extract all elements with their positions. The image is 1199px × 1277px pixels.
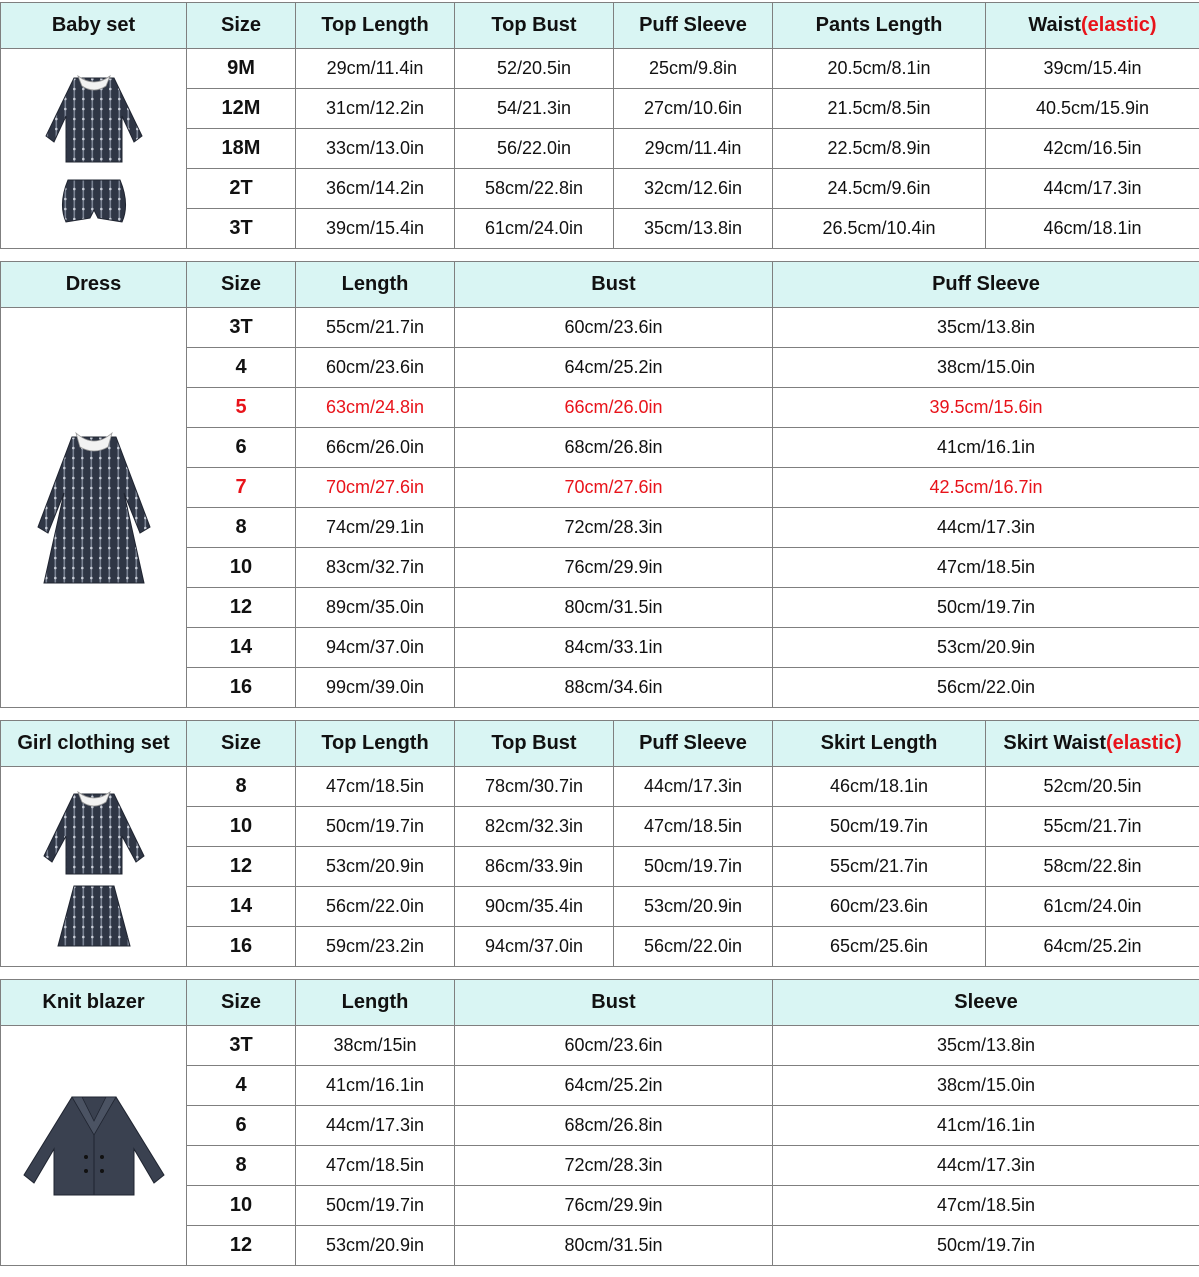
top-length-cell: 29cm/11.4in bbox=[296, 49, 455, 89]
bust-cell: 68cm/26.8in bbox=[455, 1106, 773, 1146]
product-name-header: Baby set bbox=[1, 3, 187, 49]
skirt-waist-header bbox=[986, 721, 1199, 767]
product-name-header: Dress bbox=[1, 262, 187, 308]
waist-cell: 42cm/16.5in bbox=[986, 129, 1199, 169]
top-bust-cell: 86cm/33.9in bbox=[455, 847, 614, 887]
length-cell: 74cm/29.1in bbox=[296, 508, 455, 548]
elastic-note: (elastic) bbox=[1106, 732, 1182, 754]
sleeve-cell: 35cm/13.8in bbox=[773, 1026, 1199, 1066]
skirt-waist-cell: 58cm/22.8in bbox=[986, 847, 1199, 887]
size-cell: 10 bbox=[187, 1186, 296, 1226]
skirt-length-cell: 55cm/21.7in bbox=[773, 847, 986, 887]
skirt-length-header: Skirt Length bbox=[773, 721, 986, 767]
length-cell: 44cm/17.3in bbox=[296, 1106, 455, 1146]
length-cell: 70cm/27.6in bbox=[296, 468, 455, 508]
table-row bbox=[1, 49, 1199, 89]
bust-cell: 60cm/23.6in bbox=[455, 1026, 773, 1066]
length-header: Length bbox=[296, 262, 455, 308]
length-cell: 55cm/21.7in bbox=[296, 308, 455, 348]
waist-cell: 40.5cm/15.9in bbox=[986, 89, 1199, 129]
skirt-length-cell: 50cm/19.7in bbox=[773, 807, 986, 847]
size-header: Size bbox=[187, 721, 296, 767]
length-cell: 99cm/39.0in bbox=[296, 668, 455, 708]
size-cell: 16 bbox=[187, 927, 296, 967]
puff-sleeve-cell: 35cm/13.8in bbox=[614, 209, 773, 249]
size-cell: 14 bbox=[187, 628, 296, 668]
dress-size-table bbox=[0, 261, 1199, 708]
bust-cell: 66cm/26.0in bbox=[455, 388, 773, 428]
top-length-cell: 53cm/20.9in bbox=[296, 847, 455, 887]
top-length-header: Top Length bbox=[296, 3, 455, 49]
length-cell: 60cm/23.6in bbox=[296, 348, 455, 388]
dress-header-row bbox=[1, 262, 1199, 308]
size-header: Size bbox=[187, 980, 296, 1026]
waist-cell: 39cm/15.4in bbox=[986, 49, 1199, 89]
size-cell: 12 bbox=[187, 1226, 296, 1266]
knit-blazer-image bbox=[1, 1026, 187, 1266]
girl-set-header-row bbox=[1, 721, 1199, 767]
size-cell: 8 bbox=[187, 767, 296, 807]
pants-length-cell: 24.5cm/9.6in bbox=[773, 169, 986, 209]
puff-sleeve-cell: 47cm/18.5in bbox=[614, 807, 773, 847]
bust-cell: 88cm/34.6in bbox=[455, 668, 773, 708]
bust-header: Bust bbox=[455, 262, 773, 308]
size-cell: 4 bbox=[187, 1066, 296, 1106]
baby-set-image bbox=[1, 49, 187, 249]
waist-cell: 46cm/18.1in bbox=[986, 209, 1199, 249]
waist-header bbox=[986, 3, 1199, 49]
top-bust-cell: 56/22.0in bbox=[455, 129, 614, 169]
size-cell: 6 bbox=[187, 1106, 296, 1146]
puff-sleeve-header: Puff Sleeve bbox=[614, 3, 773, 49]
bust-cell: 68cm/26.8in bbox=[455, 428, 773, 468]
size-cell: 16 bbox=[187, 668, 296, 708]
bust-cell: 70cm/27.6in bbox=[455, 468, 773, 508]
table-row bbox=[1, 1026, 1199, 1066]
pants-length-cell: 21.5cm/8.5in bbox=[773, 89, 986, 129]
top-length-cell: 39cm/15.4in bbox=[296, 209, 455, 249]
puff-sleeve-cell: 44cm/17.3in bbox=[773, 508, 1199, 548]
length-cell: 66cm/26.0in bbox=[296, 428, 455, 468]
size-cell: 14 bbox=[187, 887, 296, 927]
top-length-cell: 36cm/14.2in bbox=[296, 169, 455, 209]
top-length-cell: 33cm/13.0in bbox=[296, 129, 455, 169]
girl-clothing-set-size-table bbox=[0, 720, 1199, 967]
size-header: Size bbox=[187, 262, 296, 308]
bust-cell: 84cm/33.1in bbox=[455, 628, 773, 668]
pants-length-cell: 22.5cm/8.9in bbox=[773, 129, 986, 169]
sleeve-cell: 41cm/16.1in bbox=[773, 1106, 1199, 1146]
size-cell: 3T bbox=[187, 209, 296, 249]
puff-sleeve-cell: 53cm/20.9in bbox=[773, 628, 1199, 668]
knit-blazer-size-table bbox=[0, 979, 1199, 1266]
top-bust-cell: 82cm/32.3in bbox=[455, 807, 614, 847]
waist-label: Waist bbox=[1028, 14, 1081, 36]
top-length-cell: 56cm/22.0in bbox=[296, 887, 455, 927]
size-cell: 2T bbox=[187, 169, 296, 209]
length-cell: 94cm/37.0in bbox=[296, 628, 455, 668]
bust-cell: 80cm/31.5in bbox=[455, 588, 773, 628]
blazer-header-row bbox=[1, 980, 1199, 1026]
length-cell: 47cm/18.5in bbox=[296, 1146, 455, 1186]
bust-cell: 64cm/25.2in bbox=[455, 1066, 773, 1106]
size-cell: 12 bbox=[187, 847, 296, 887]
puff-sleeve-header: Puff Sleeve bbox=[614, 721, 773, 767]
puff-sleeve-cell: 25cm/9.8in bbox=[614, 49, 773, 89]
puff-sleeve-cell: 32cm/12.6in bbox=[614, 169, 773, 209]
top-length-cell: 50cm/19.7in bbox=[296, 807, 455, 847]
length-cell: 89cm/35.0in bbox=[296, 588, 455, 628]
top-length-cell: 59cm/23.2in bbox=[296, 927, 455, 967]
skirt-waist-label: Skirt Waist bbox=[1003, 732, 1107, 754]
elastic-note: (elastic) bbox=[1081, 14, 1157, 36]
skirt-waist-cell: 55cm/21.7in bbox=[986, 807, 1199, 847]
skirt-length-cell: 60cm/23.6in bbox=[773, 887, 986, 927]
top-length-header: Top Length bbox=[296, 721, 455, 767]
bust-cell: 72cm/28.3in bbox=[455, 508, 773, 548]
top-bust-cell: 78cm/30.7in bbox=[455, 767, 614, 807]
puff-sleeve-cell: 56cm/22.0in bbox=[773, 668, 1199, 708]
puff-sleeve-cell: 41cm/16.1in bbox=[773, 428, 1199, 468]
dress-image bbox=[1, 308, 187, 708]
puff-sleeve-cell: 27cm/10.6in bbox=[614, 89, 773, 129]
skirt-length-cell: 65cm/25.6in bbox=[773, 927, 986, 967]
size-cell: 8 bbox=[187, 508, 296, 548]
puff-sleeve-cell: 47cm/18.5in bbox=[773, 548, 1199, 588]
size-cell: 3T bbox=[187, 1026, 296, 1066]
size-cell: 18M bbox=[187, 129, 296, 169]
top-length-cell: 47cm/18.5in bbox=[296, 767, 455, 807]
sleeve-header: Sleeve bbox=[773, 980, 1199, 1026]
puff-sleeve-cell: 50cm/19.7in bbox=[773, 588, 1199, 628]
top-bust-cell: 90cm/35.4in bbox=[455, 887, 614, 927]
bust-cell: 72cm/28.3in bbox=[455, 1146, 773, 1186]
puff-sleeve-cell: 39.5cm/15.6in bbox=[773, 388, 1199, 428]
bust-cell: 80cm/31.5in bbox=[455, 1226, 773, 1266]
waist-cell: 44cm/17.3in bbox=[986, 169, 1199, 209]
puff-sleeve-header: Puff Sleeve bbox=[773, 262, 1199, 308]
skirt-waist-cell: 64cm/25.2in bbox=[986, 927, 1199, 967]
baby-set-header-row bbox=[1, 3, 1199, 49]
size-cell: 12M bbox=[187, 89, 296, 129]
top-bust-cell: 61cm/24.0in bbox=[455, 209, 614, 249]
top-bust-cell: 94cm/37.0in bbox=[455, 927, 614, 967]
bust-cell: 60cm/23.6in bbox=[455, 308, 773, 348]
size-cell: 3T bbox=[187, 308, 296, 348]
length-cell: 41cm/16.1in bbox=[296, 1066, 455, 1106]
length-header: Length bbox=[296, 980, 455, 1026]
size-cell: 4 bbox=[187, 348, 296, 388]
size-cell: 8 bbox=[187, 1146, 296, 1186]
top-length-cell: 31cm/12.2in bbox=[296, 89, 455, 129]
length-cell: 50cm/19.7in bbox=[296, 1186, 455, 1226]
size-cell: 7 bbox=[187, 468, 296, 508]
top-bust-header: Top Bust bbox=[455, 721, 614, 767]
pants-length-cell: 26.5cm/10.4in bbox=[773, 209, 986, 249]
girl-set-image bbox=[1, 767, 187, 967]
bust-cell: 64cm/25.2in bbox=[455, 348, 773, 388]
size-cell: 9M bbox=[187, 49, 296, 89]
top-bust-cell: 52/20.5in bbox=[455, 49, 614, 89]
puff-sleeve-cell: 50cm/19.7in bbox=[614, 847, 773, 887]
sleeve-cell: 50cm/19.7in bbox=[773, 1226, 1199, 1266]
product-name-header: Knit blazer bbox=[1, 980, 187, 1026]
length-cell: 38cm/15in bbox=[296, 1026, 455, 1066]
size-cell: 6 bbox=[187, 428, 296, 468]
top-bust-cell: 58cm/22.8in bbox=[455, 169, 614, 209]
skirt-length-cell: 46cm/18.1in bbox=[773, 767, 986, 807]
puff-sleeve-cell: 56cm/22.0in bbox=[614, 927, 773, 967]
length-cell: 83cm/32.7in bbox=[296, 548, 455, 588]
puff-sleeve-cell: 38cm/15.0in bbox=[773, 348, 1199, 388]
table-row bbox=[1, 308, 1199, 348]
sleeve-cell: 38cm/15.0in bbox=[773, 1066, 1199, 1106]
length-cell: 63cm/24.8in bbox=[296, 388, 455, 428]
size-cell: 10 bbox=[187, 548, 296, 588]
skirt-waist-cell: 61cm/24.0in bbox=[986, 887, 1199, 927]
table-row bbox=[1, 767, 1199, 807]
size-cell: 10 bbox=[187, 807, 296, 847]
length-cell: 53cm/20.9in bbox=[296, 1226, 455, 1266]
sleeve-cell: 47cm/18.5in bbox=[773, 1186, 1199, 1226]
top-bust-header: Top Bust bbox=[455, 3, 614, 49]
puff-sleeve-cell: 53cm/20.9in bbox=[614, 887, 773, 927]
top-bust-cell: 54/21.3in bbox=[455, 89, 614, 129]
pants-length-cell: 20.5cm/8.1in bbox=[773, 49, 986, 89]
bust-cell: 76cm/29.9in bbox=[455, 1186, 773, 1226]
puff-sleeve-cell: 44cm/17.3in bbox=[614, 767, 773, 807]
bust-header: Bust bbox=[455, 980, 773, 1026]
skirt-waist-cell: 52cm/20.5in bbox=[986, 767, 1199, 807]
puff-sleeve-cell: 29cm/11.4in bbox=[614, 129, 773, 169]
puff-sleeve-cell: 35cm/13.8in bbox=[773, 308, 1199, 348]
size-cell: 12 bbox=[187, 588, 296, 628]
product-name-header: Girl clothing set bbox=[1, 721, 187, 767]
size-cell: 5 bbox=[187, 388, 296, 428]
baby-set-size-table bbox=[0, 2, 1199, 249]
sleeve-cell: 44cm/17.3in bbox=[773, 1146, 1199, 1186]
puff-sleeve-cell: 42.5cm/16.7in bbox=[773, 468, 1199, 508]
pants-length-header: Pants Length bbox=[773, 3, 986, 49]
bust-cell: 76cm/29.9in bbox=[455, 548, 773, 588]
size-header: Size bbox=[187, 3, 296, 49]
